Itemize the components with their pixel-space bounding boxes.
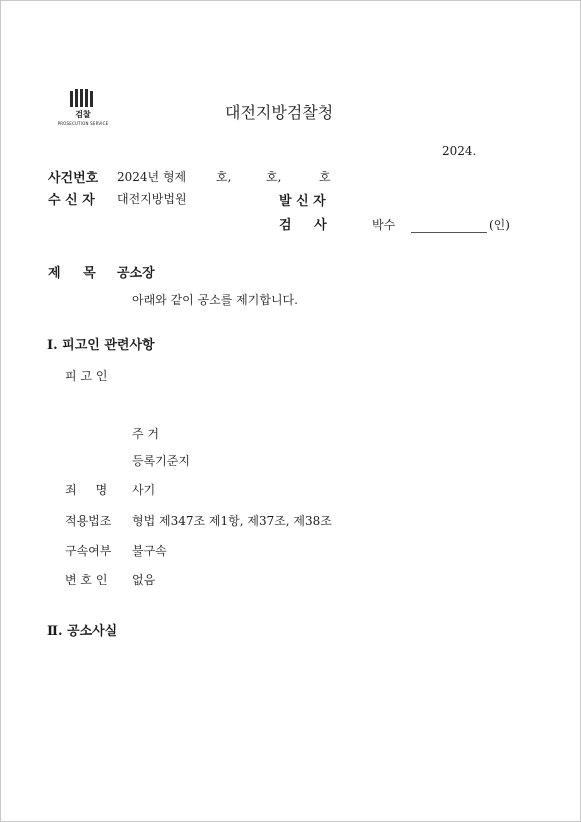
logo-text: 검찰 [75,110,91,119]
case-number-value: 2024년 형제 [117,170,187,184]
case-number-ho-2: 호, [266,170,282,184]
case-number-ho-3: 호 [319,170,331,184]
section1-heading: Ⅰ. 피고인 관련사항 [47,338,155,353]
section2-heading: Ⅱ. 공소사실 [47,624,118,639]
crime-label: 죄 명 [65,483,108,497]
seal-mark: (인) [489,218,510,232]
detention-label: 구속여부 [65,544,112,558]
crime-value: 사기 [132,483,156,497]
lawyer-value: 없음 [132,573,156,587]
logo-subtext: PROSECUTION SERVICE [57,121,109,126]
law-value: 형법 제347조 제1항, 제37조, 제38조 [132,514,332,528]
detention-value: 불구속 [132,544,167,558]
law-label: 적용법조 [65,514,112,528]
recipient-value: 대전지방법원 [117,192,187,206]
subject-intro: 아래와 같이 공소를 제기합니다. [132,293,298,307]
sender-label: 발 신 자 [279,194,326,209]
prosecutor-name: 박수 [372,218,396,232]
subject-label: 제 목 [48,266,96,281]
recipient-label: 수 신 자 [48,193,95,208]
address-label: 주 거 [132,427,159,441]
case-number-ho-1: 호, [216,170,232,184]
signature-line [411,232,487,233]
agency-title: 대전지방검찰청 [225,103,334,122]
subject-value: 공소장 [117,266,155,281]
defendant-label: 피 고 인 [65,369,108,383]
case-number-label: 사건번호 [48,171,99,186]
logo-bars-icon [70,89,96,107]
prosecutor-label: 검 사 [279,218,327,233]
registry-label: 등록기준지 [132,454,190,468]
lawyer-label: 변 호 인 [65,573,108,587]
prosecution-logo [57,89,109,131]
document-date: 2024. [442,144,477,158]
